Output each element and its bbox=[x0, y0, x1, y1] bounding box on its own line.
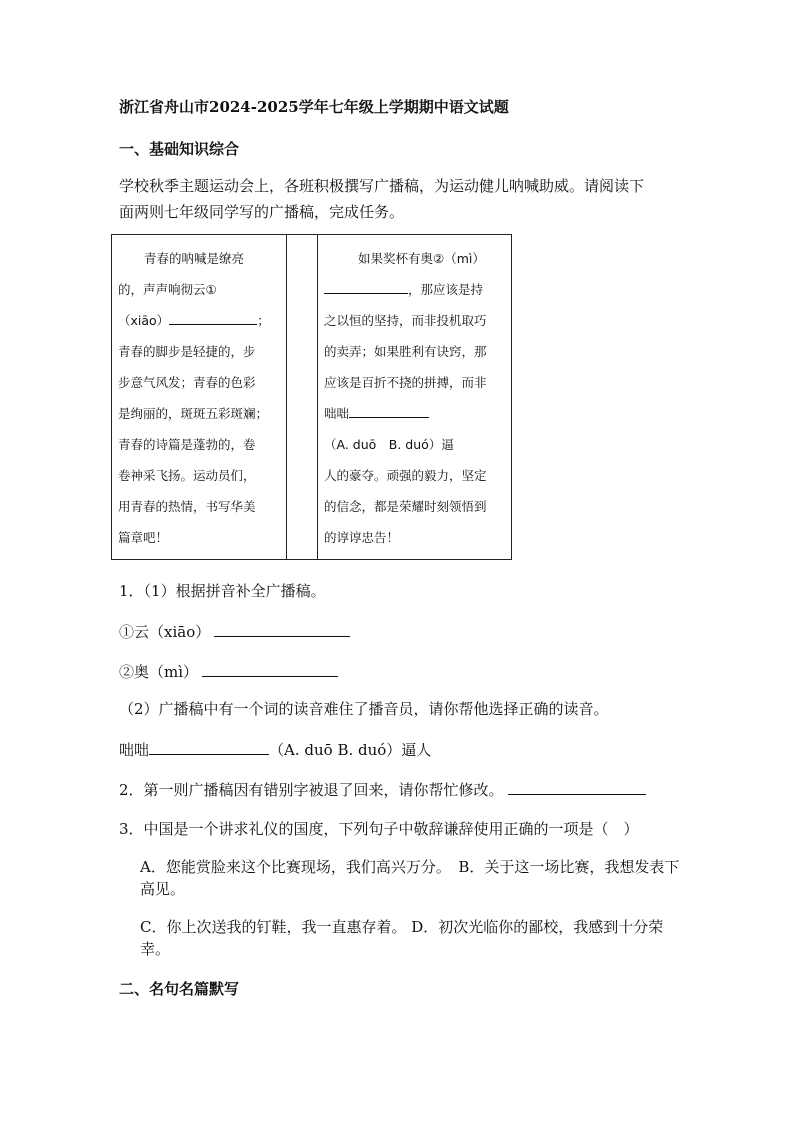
right-line: （A. duō B. duó）逼 bbox=[324, 437, 454, 452]
right-line: 人的豪夺。顽强的毅力，坚定 bbox=[324, 468, 487, 483]
left-line: 青春的脚步是轻捷的，步 bbox=[118, 344, 256, 359]
question-2-text: 2．第一则广播稿因有错别字被退了回来，请你帮忙修改。 bbox=[119, 781, 504, 799]
left-line: （xiāo） bbox=[118, 313, 170, 328]
right-line: 应该是百折不挠的拼搏，而非 bbox=[324, 375, 487, 390]
answer-blank[interactable] bbox=[349, 401, 429, 418]
section-heading-2: 二、名句名篇默写 bbox=[119, 980, 240, 998]
answer-blank[interactable] bbox=[324, 277, 408, 294]
left-line: 是绚丽的，斑斑五彩斑斓； bbox=[118, 406, 269, 421]
left-line: 青春的呐喊是缭亮 bbox=[144, 251, 245, 266]
left-line: 步意气风发；青春的色彩 bbox=[118, 375, 256, 390]
left-line: ； bbox=[257, 313, 270, 328]
broadcast-script-left bbox=[112, 235, 287, 560]
answer-blank-2[interactable] bbox=[508, 778, 646, 795]
question-1-2: （2）广播稿中有一个词的读音难住了播音员，请你帮他选择正确的读音。 bbox=[119, 700, 609, 718]
q1-2-options: （A. duō B. duó）逼人 bbox=[269, 741, 432, 759]
intro-line-2: 面两则七年级同学写的广播稿，完成任务。 bbox=[119, 203, 405, 221]
question-1-heading: 1．（1）根据拼音补全广播稿。 bbox=[119, 582, 326, 600]
q1-2-prefix: 咄咄 bbox=[119, 741, 150, 759]
answer-blank-1b[interactable] bbox=[202, 660, 338, 677]
question-1a-label: ①云（xiāo） bbox=[119, 623, 211, 641]
question-1b bbox=[119, 660, 338, 682]
right-line: 咄咄 bbox=[324, 406, 350, 421]
broadcast-scripts-table bbox=[111, 234, 512, 560]
left-line: 篇章吧！ bbox=[118, 530, 169, 545]
table-spacer-column bbox=[287, 235, 318, 560]
left-line: 卷神采飞扬。运动员们， bbox=[118, 468, 256, 483]
question-2 bbox=[119, 778, 646, 800]
question-1-2-answer bbox=[119, 738, 431, 760]
left-line: 用青春的热情，书写华美 bbox=[118, 499, 256, 514]
left-line: 青春的诗篇是蓬勃的，卷 bbox=[118, 437, 256, 452]
right-line: ，那应该是持 bbox=[408, 282, 484, 297]
broadcast-script-right bbox=[318, 235, 512, 560]
right-line: 的谆谆忠告！ bbox=[324, 530, 400, 545]
right-line: 的信念，都是荣耀时刻领悟到 bbox=[324, 499, 487, 514]
section-heading-1: 一、基础知识综合 bbox=[119, 140, 240, 158]
question-3-options-cd: C．你上次送我的钉鞋，我一直惠存着。 D．初次光临你的鄙校，我感到十分荣幸。 bbox=[140, 918, 664, 958]
question-3: 3．中国是一个讲求礼仪的国度，下列句子中敬辞谦辞使用正确的一项是（ ） bbox=[119, 820, 639, 838]
right-line: 之以恒的坚持，而非投机取巧 bbox=[324, 313, 487, 328]
page-title: 浙江省舟山市2024-2025学年七年级上学期期中语文试题 bbox=[119, 98, 509, 116]
right-line: 的卖弄；如果胜利有诀窍，那 bbox=[324, 344, 487, 359]
question-1b-label: ②奥（mì） bbox=[119, 663, 199, 681]
answer-blank-1-2[interactable] bbox=[149, 738, 269, 755]
question-3-options-ab: A．您能赏脸来这个比赛现场，我们高兴万分。 B．关于这一场比赛，我想发表下高见。 bbox=[140, 858, 680, 898]
answer-blank[interactable] bbox=[169, 308, 257, 325]
intro-line-1: 学校秋季主题运动会上，各班积极撰写广播稿，为运动健儿呐喊助威。请阅读下 bbox=[119, 177, 645, 195]
right-line: 如果奖杯有奥②（mì） bbox=[358, 251, 485, 266]
left-line: 的，声声响彻云① bbox=[118, 282, 217, 297]
question-1a bbox=[119, 620, 350, 642]
answer-blank-1a[interactable] bbox=[214, 620, 350, 637]
